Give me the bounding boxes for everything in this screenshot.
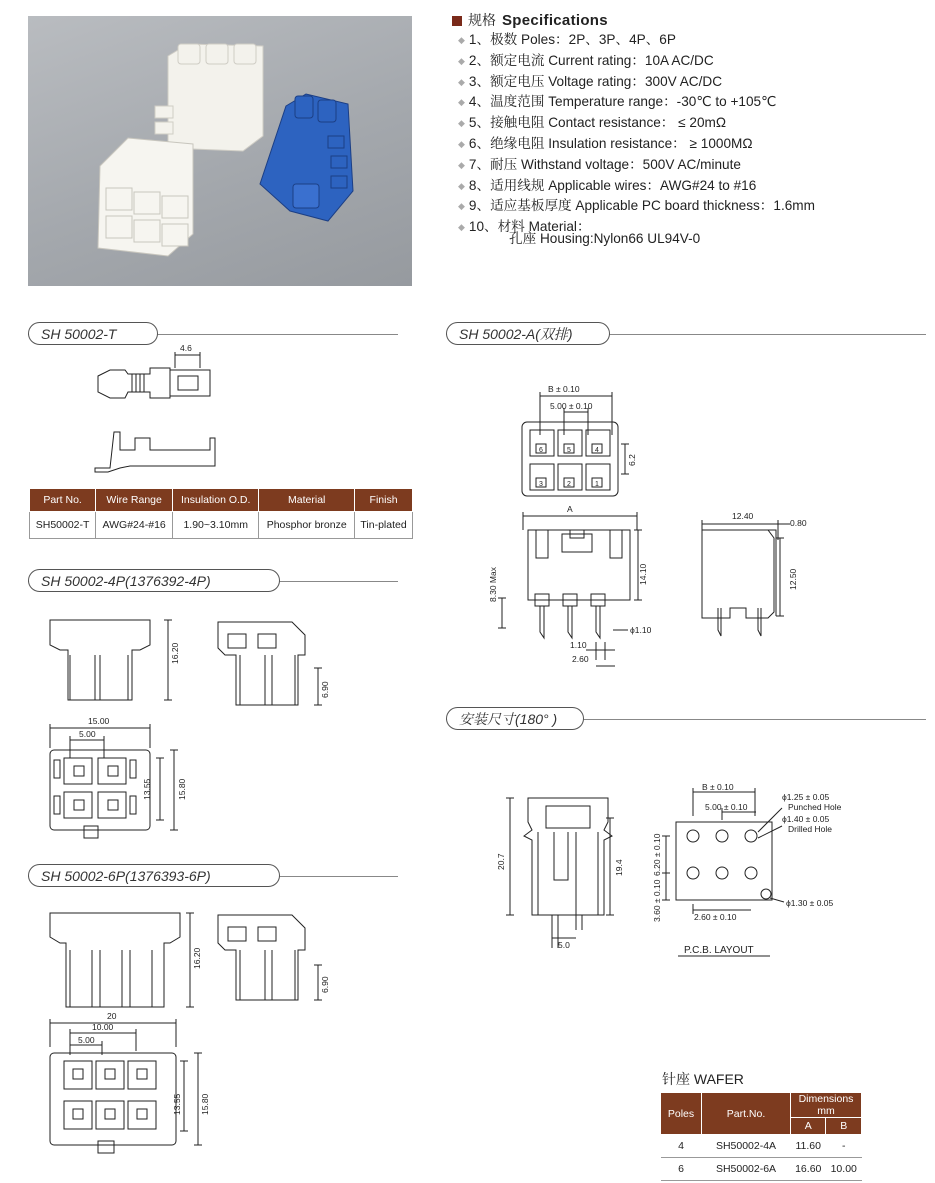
diamond-bullet-icon: ◆ <box>458 55 465 66</box>
spec-text: 6、绝缘电阻 Insulation resistance： ≥ 1000MΩ <box>468 135 753 151</box>
spec-text: 5、接触电阻 Contact resistance： ≤ 20mΩ <box>468 115 727 131</box>
dim-4p-inner: 13.55 <box>142 778 152 800</box>
spec-text: 8、适用线规 Applicable wires：AWG#24 to #16 <box>468 177 757 193</box>
spec-item <box>458 155 815 176</box>
dim-6p-side: 6.90 <box>320 976 330 993</box>
pin-number: 3 <box>539 481 543 488</box>
spec-text: 9、适应基板厚度 Applicable PC board thickness：1.6mm <box>468 198 815 214</box>
diamond-bullet-icon: ◆ <box>458 138 465 149</box>
table-cell: SH50002-4A <box>702 1135 791 1158</box>
dim-wafer-1250: 12.50 <box>788 568 798 590</box>
dim-wafer-110: 1.10 <box>570 640 587 650</box>
pin-number: 6 <box>539 447 543 454</box>
table-header: Material <box>259 489 355 512</box>
diamond-bullet-icon: ◆ <box>458 35 465 45</box>
diamond-bullet-icon: ◆ <box>458 159 465 170</box>
section-title-terminal: SH 50002-T <box>28 322 158 345</box>
table-cell: SH50002-6A <box>702 1158 791 1181</box>
table-cell: 16.60 <box>791 1158 826 1181</box>
spec-text: 4、温度范围 Temperature range：-30℃ to +105℃ <box>468 94 777 110</box>
table-cell: - <box>826 1135 862 1158</box>
wafer-a-drawing <box>480 380 820 670</box>
hole-punched-label: Punched Hole <box>788 802 842 812</box>
table-header: Finish <box>355 489 413 512</box>
table-header-a: A <box>791 1118 826 1135</box>
section-title-4p: SH 50002-4P(1376392-4P) <box>28 569 280 592</box>
spec-item <box>458 72 815 93</box>
table-header-poles: Poles <box>661 1093 702 1135</box>
section-title-mount: 安装尺寸(180° ) <box>446 707 584 730</box>
pcb-layout-label: P.C.B. LAYOUT <box>684 945 754 956</box>
hole-drilled-dim: ϕ1.40 ± 0.05 <box>782 814 830 824</box>
spec-item <box>458 176 815 197</box>
dim-6p-mid: 10.00 <box>92 1022 114 1032</box>
dim-wafer-b: B ± 0.10 <box>548 384 580 394</box>
pin-number: 2 <box>567 481 571 488</box>
terminal-spec-table <box>29 488 413 539</box>
dim-pcb-pitch: 5.00 ± 0.10 <box>705 802 748 812</box>
dim-mount-50: 5.0 <box>558 940 570 950</box>
diamond-bullet-icon: ◆ <box>458 201 465 212</box>
dim-6p-outer: 15.80 <box>200 1093 210 1115</box>
dim-6p-width: 20 <box>107 1011 117 1021</box>
dim-wafer-260: 2.60 <box>572 654 589 664</box>
table-row <box>661 1158 862 1181</box>
hole-mount-dim: ϕ1.30 ± 0.05 <box>786 898 834 908</box>
spec-text: 7、耐压 Withstand voltage：500V AC/minute <box>468 156 741 172</box>
diamond-bullet-icon: ◆ <box>458 222 465 233</box>
material-detail: 孔座 Housing:Nylon66 UL94V-0 <box>509 231 701 246</box>
table-header: Wire Range <box>96 489 173 512</box>
dim-wafer-pitch: 5.00 ± 0.10 <box>550 401 593 411</box>
dim-6p-pitch: 5.00 <box>78 1035 95 1045</box>
wafer-dimensions-table <box>660 1092 862 1181</box>
diamond-bullet-icon: ◆ <box>458 118 465 129</box>
dim-wafer-1240: 12.40 <box>732 511 754 521</box>
spec-item <box>458 51 815 72</box>
dim-4p-pitch: 5.00 <box>79 729 96 739</box>
table-header: Insulation O.D. <box>173 489 259 512</box>
hole-punched-dim: ϕ1.25 ± 0.05 <box>782 792 830 802</box>
diamond-bullet-icon: ◆ <box>458 180 465 191</box>
dim-mount-194: 19.4 <box>614 859 624 876</box>
table-header-dimensions: Dimensions mm <box>791 1093 862 1118</box>
pin-number: 1 <box>595 481 599 488</box>
table-header-row <box>30 489 413 512</box>
specs-title-cn: 规格 <box>468 12 496 28</box>
pin-number: 5 <box>567 447 571 454</box>
table-row <box>30 512 413 539</box>
table-cell: 11.60 <box>791 1135 826 1158</box>
housing-4p-drawing <box>40 600 340 845</box>
dim-4p-outer: 15.80 <box>177 778 187 800</box>
dim-wafer-62: 6.2 <box>627 454 637 466</box>
dim-pcb-620: 6.20 ± 0.10 <box>652 833 662 876</box>
dim-wafer-phi110: ϕ1.10 <box>630 625 652 635</box>
table-cell: 1.90~3.10mm <box>173 512 259 539</box>
dim-pcb-360: 3.60 ± 0.10 <box>652 879 662 922</box>
dim-wafer-830: 8.30 Max <box>488 567 498 602</box>
table-cell: 10.00 <box>826 1158 862 1181</box>
dim-mount-207: 20.7 <box>496 853 506 870</box>
wafer-table-title: 针座 WAFER <box>662 1071 744 1087</box>
section-title-wafer-a: SH 50002-A(双排) <box>446 322 610 345</box>
pin-number: 4 <box>595 447 599 454</box>
diamond-bullet-icon: ◆ <box>458 76 465 87</box>
spec-item <box>458 134 815 155</box>
table-header-b: B <box>826 1118 862 1135</box>
dim-pcb-b: B ± 0.10 <box>702 782 734 792</box>
connector-photo-illustration <box>28 16 412 286</box>
dim-pcb-260: 2.60 ± 0.10 <box>694 912 737 922</box>
table-header: Part No. <box>30 489 96 512</box>
dim-wafer-1410: 14.10 <box>638 563 648 585</box>
table-cell: Phosphor bronze <box>259 512 355 539</box>
spec-item <box>458 30 815 51</box>
spec-text: 10、材料 Material： <box>468 219 591 235</box>
dim-6p-inner: 13.55 <box>172 1093 182 1115</box>
dim-wafer-080: 0.80 <box>790 518 807 528</box>
spec-text: 3、额定电压 Voltage rating：300V AC/DC <box>468 73 723 89</box>
section-title-6p: SH 50002-6P(1376393-6P) <box>28 864 280 887</box>
table-cell: AWG#24-#16 <box>96 512 173 539</box>
table-cell: 6 <box>661 1158 702 1181</box>
dim-wafer-a: A <box>567 504 573 514</box>
dim-4p-height: 16.20 <box>170 642 180 664</box>
dim-terminal-length: 4.6 <box>180 343 192 353</box>
table-cell: Tin-plated <box>355 512 413 539</box>
table-cell: SH50002-T <box>30 512 96 539</box>
table-header-part: Part.No. <box>702 1093 791 1135</box>
table-cell: 4 <box>661 1135 702 1158</box>
table-header-row <box>661 1093 862 1118</box>
dim-6p-height: 16.20 <box>192 947 202 969</box>
product-photo <box>28 16 412 286</box>
spec-text: 2、额定电流 Current rating：10A AC/DC <box>468 52 714 68</box>
spec-item <box>458 113 815 134</box>
spec-text: 1、极数 Poles：2P、3P、4P、6P <box>468 32 676 47</box>
dim-4p-side: 6.90 <box>320 681 330 698</box>
spec-item <box>458 92 815 113</box>
hole-drilled-label: Drilled Hole <box>788 824 832 834</box>
heading-square-icon <box>452 16 462 26</box>
housing-6p-drawing <box>40 895 340 1155</box>
terminal-drawing <box>90 340 230 475</box>
spec-item <box>458 196 815 217</box>
specs-title-en: Specifications <box>502 12 608 29</box>
spec-list <box>458 30 815 238</box>
specifications-heading <box>452 10 608 30</box>
table-row <box>661 1135 862 1158</box>
mounting-drawing <box>480 770 880 970</box>
dim-4p-width: 15.00 <box>88 716 110 726</box>
diamond-bullet-icon: ◆ <box>458 97 465 108</box>
